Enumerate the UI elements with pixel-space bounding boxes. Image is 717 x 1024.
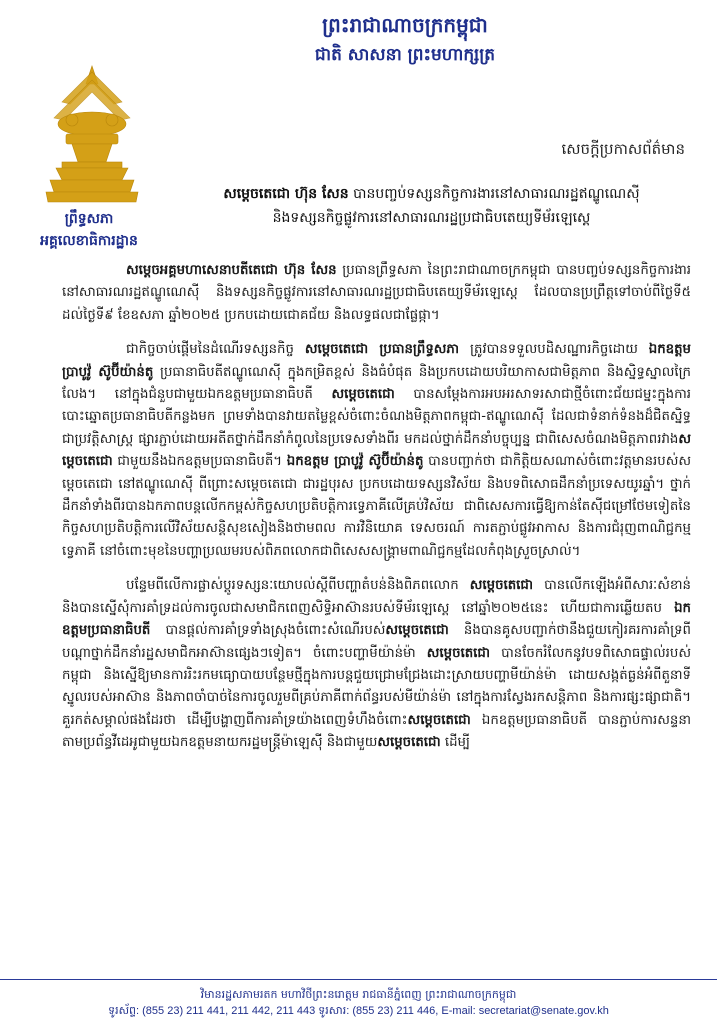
press-release-body <box>62 260 691 767</box>
p2-bold-2: ឯកឧត្តម ប្រាបូវ៉ូ ស៊ូប៊ីយ៉ាន់តូ <box>62 342 691 380</box>
p3-bold-6: សម្តេចតេជោ <box>377 735 441 751</box>
headline-line-2: និងទស្សនកិច្ចផ្លូវការនៅសាធារណរដ្ឋប្រជាធិបតេយ្យទីម័រឡេស្តេ <box>272 210 591 226</box>
p3-text-f: បានចែករំលែកនូវបទពិសោធផ្ទាល់របស់កម្ពុជា និងស្នើឱ្យមានការរិះរកមធ្យោបាយបន្ថែមថ្មីក្នុងការបន្តជួយជ្រោមជ្រែងដោះស្រាយបញ្ហាមីយ៉ាន់ម៉ា ដោយសង្កត់ធ្ងន់អំពីតួនាទីស្នូលរបស់អាស៊ាន និងភាពចាំបាច់នៃការចូលរួមពីគ្រប់ភាគីពាក់ព័ន្ធរបស់មីយ៉ាន់ម៉ា នៅក្នុងការស្វែងរកសន្តិភាព និងការផ្សះផ្សាជាតិ។ គួរកត់សម្គាល់ផងដែរថា ដើម្បីបង្ហាញពីការគាំទ្រយ៉ាងពេញទំហឹងចំពោះ <box>62 645 692 728</box>
paragraph-1 <box>62 260 691 327</box>
p2-text-e: បានសម្តែងការអបអរសាទរសាជាថ្មីចំពោះជ័យជម្នះក្នុងការបោះឆ្នោតប្រធានាធិបតីកន្លងមក ព្រមទាំងបានវាយតម្លៃខ្ពស់ចំពោះចំណងមិត្តភាពកម្ពុជា-ឥណ្ឌូណេស៊ី ដែលជាទំនាក់ទំនងដ៏ជិតស្និទ្ធជាប្រវត្តិសាស្ត្រ ផ្សារភ្ជាប់ដោយអតីតថ្នាក់ដឹកនាំកំពូលនៃប្រទេសទាំងពីរ មកដល់ថ្នាក់ដឹកនាំបច្ចុប្បន្ន ជាពិសេសចំណងមិត្តភាពរវាង <box>62 387 691 447</box>
p3-text-e: និងបានគូសបញ្ជាក់ថានឹងជួយកៀរគរការគាំទ្រពីបណ្តាថ្នាក់ដឹកនាំរដ្ឋសមាជិកអាស៊ានផ្សេងៗទៀត។ ចំពោះបញ្ហាមីយ៉ាន់ម៉ា <box>62 623 691 661</box>
footer-address: វិមានរដ្ឋសភាមរតក មហាវិថីព្រះនរោត្តម រាជធានីភ្នំពេញ ព្រះរាជាណាចក្រកម្ពុជា <box>200 988 517 1001</box>
p1-text: ប្រធានព្រឹទ្ធសភា នៃព្រះរាជាណាចក្រកម្ពុជា បានបញ្ចប់ទស្សនកិច្ចការងារនៅសាធារណរដ្ឋឥណ្ឌូណេស៊ី និងទស្សនកិច្ចផ្លូវការនៅសាធារណរដ្ឋប្រជាធិបតេយ្យទីម័រឡេស្តេ ដែលបានប្រព្រឹត្តទៅចាប់ពីថ្ងៃទី៥ ដល់ថ្ងៃទី៩ ខែឧសភា ឆ្នាំ២០២៥ ប្រកបដោយជោគជ័យ និងលទ្ធផលជាផ្លែផ្កា។ <box>62 263 691 323</box>
p2-bold-1: សម្តេចតេជោ ប្រធានព្រឹទ្ធសភា <box>304 342 460 358</box>
national-motto: ជាតិ សាសនា ព្រះមហាក្សត្រ <box>314 45 496 65</box>
p1-bold-text: សម្តេចអគ្គមហាសេនាបតីតេជោ ហ៊ុន សែន <box>126 263 337 278</box>
headline-subject: សម្តេចតេជោ ហ៊ុន សែន <box>223 186 349 202</box>
p2-text-f: ជាមួយនឹងឯកឧត្តមប្រធានាធិបតី។ <box>112 454 287 470</box>
p2-text-c: ត្រូវបានទទួលបដិសណ្ឋារកិច្ចដោយ <box>459 342 649 358</box>
p3-bold-4: សម្តេចតេជោ <box>426 645 491 661</box>
p3-bold-3: សម្តេចតេជោ <box>385 623 449 639</box>
document-type-label: សេចក្តីប្រកាសព័ត៌មាន <box>561 140 685 158</box>
p2-text-a: ជាកិច្ចចាប់ផ្តើមនៃដំណើរទស្សនកិច្ច <box>126 342 305 358</box>
institution-name: ព្រឹទ្ធសភា <box>64 211 114 227</box>
p2-text-g: បានបញ្ជាក់ថា ជាកិត្តិយសណាស់ចំពោះវត្តមានរបស់សម្តេចតេជោ នៅឥណ្ឌូណេស៊ី ពីព្រោះសម្តេចតេជោ ជារដ្ឋបុរស ប្រកបដោយទស្សនវិស័យ និងបទពិសោធដឹកនាំប្រទេសយូរឆ្នាំ។ ថ្នាក់ដឹកនាំទាំងពីរបានឯកភាពបន្តលើកកម្ពស់កិច្ចសហប្រតិបត្តិការទ្វេភាគីលើគ្រប់វិស័យ ជាពិសេសការធ្វើឱ្យកាន់តែស៊ីជម្រៅថែមទៀតនៃកិច្ចសហប្រតិបត្តិការលើវិស័យសន្តិសុខសៀងនិងថាមពល ការវិនិយោគ ទេសចរណ៍ ការតភ្ជាប់ផ្លូវអាកាស និងការជំរុញពាណិជ្ជកម្មទ្វេភាគី នៅចំពោះមុខនៃបញ្ហាប្រឈមរបស់ពិភពលោកជាពិសេសសង្គ្រាមពាណិជ្ជកម្មដែលកំពុងស្រួចស្រាល់។ <box>62 454 692 559</box>
p3-bold-1: សម្តេចតេជោ <box>469 578 534 594</box>
p3-bold-2: ឯកឧត្តមប្រធានាធិបតី <box>62 600 691 639</box>
p2-bold-5: ឯកឧត្តម ប្រាបូវ៉ូ ស៊ូប៊ីយ៉ាន់តូ <box>286 454 424 470</box>
p3-text-h: ដើម្បី <box>440 735 470 751</box>
p2-bold-4: សម្តេចតេជោ <box>62 431 691 470</box>
senate-emblem-icon <box>42 62 142 212</box>
p3-text-g: ឯកឧត្តមប្រធានាធិបតី បានភ្ជាប់ការសន្ទនាតាមប្រព័ន្ធវីដេអូជាមួយឯកឧត្តមនាយករដ្ឋមន្ត្រីម៉ាឡេស៊ី និងជាមួយ <box>62 712 691 751</box>
press-release-headline <box>170 182 693 230</box>
paragraph-2 <box>62 339 691 563</box>
p3-bold-5: សម្តេចតេជោ <box>407 712 471 728</box>
p2-text-d: ប្រធានាធិបតីឥណ្ឌូណេស៊ី ក្នុងកម្រិតខ្ពស់ និងធំបំផុត និងប្រកបដោយបរិយាកាសជាមិត្តភាព និងស្និទ្ធស្នាលក្រៃលែង។ នៅក្នុងជំនួបជាមួយឯកឧត្តមប្រធានាធិបតី <box>62 364 691 403</box>
issuing-institution <box>14 208 164 252</box>
p3-text-a: បន្ទែមពីលើការផ្លាស់ប្តូរទស្សនៈយោបល់ស្តីពីបញ្ហាតំបន់និងពិភពលោក <box>126 578 470 594</box>
institution-office: អគ្គលេខាធិការដ្ឋាន <box>40 233 138 249</box>
headline-line-1: បានបញ្ចប់ទស្សនកិច្ចការងារនៅសាធារណរដ្ឋឥណ្ឌូណេស៊ី <box>353 186 640 202</box>
letterhead-footer <box>0 979 717 1024</box>
paragraph-3 <box>62 575 691 754</box>
p3-text-d: បានផ្តល់ការគាំទ្រទាំងស្រុងចំពោះសំណើរបស់ <box>150 623 386 639</box>
kingdom-title: ព្រះរាជាណាចក្រកម្ពុជា <box>322 13 488 37</box>
p2-bold-3: សម្តេចតេជោ <box>331 387 395 403</box>
footer-contact: ទូរស័ព្ទ: (855 23) 211 441, 211 442, 211 443 ទូរសារ: (855 23) 211 446, E-mail: secretariat@senate.gov.kh <box>108 1005 609 1017</box>
p3-text-c: បានលើកឡើងអំពីសារៈសំខាន់ និងបានស្នើសុំការគាំទ្រដល់ការចូលជាសមាជិកពេញសិទ្ធិអាស៊ានរបស់ទីម័រឡេស្តេ នៅឆ្នាំ២០២៥នេះ ហើយជាការឆ្លើយតប <box>62 578 691 616</box>
